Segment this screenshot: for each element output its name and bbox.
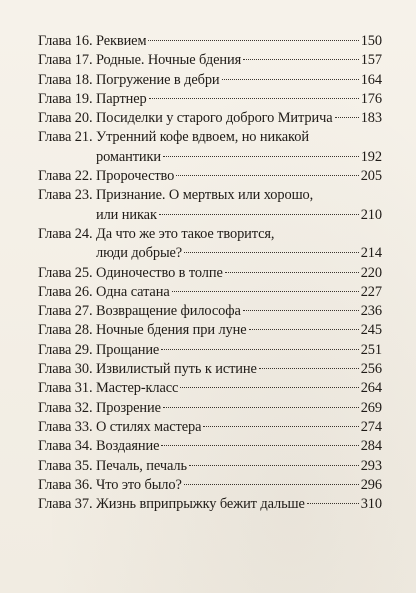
toc-entry-page: 210 xyxy=(360,206,382,223)
toc-entry-page: 183 xyxy=(360,110,382,127)
toc-entry-16 xyxy=(38,32,382,51)
toc-entry-19 xyxy=(38,90,382,109)
toc-entry-24-line1 xyxy=(38,225,382,244)
toc-entry-30 xyxy=(38,360,382,379)
toc-entry-title: Глава 19. Партнер xyxy=(38,90,147,107)
toc-entry-31 xyxy=(38,379,382,398)
toc-entry-title: Глава 29. Прощание xyxy=(38,341,160,358)
dot-leader xyxy=(172,291,359,292)
dot-leader xyxy=(176,175,358,176)
toc-entry-21-line1 xyxy=(38,128,382,147)
dot-leader xyxy=(222,79,359,80)
dot-leader xyxy=(259,368,359,369)
toc-entry-page: 236 xyxy=(360,303,382,320)
toc-entry-title: Глава 23. Признание. О мертвых или хорошо, xyxy=(38,187,314,204)
toc-entry-title: Глава 22. Пророчество xyxy=(38,168,175,185)
toc-entry-title: Глава 30. Извилистый путь к истине xyxy=(38,361,257,378)
toc-entry-page: 164 xyxy=(360,71,382,88)
toc-entry-title: Глава 21. Утренний кофе вдвоем, но никакой xyxy=(38,129,309,146)
toc-entry-page: 227 xyxy=(360,283,382,300)
toc-entry-page: 264 xyxy=(360,380,382,397)
toc-entry-page: 245 xyxy=(360,322,382,339)
toc-entry-title: Глава 36. Что это было? xyxy=(38,476,182,493)
dot-leader xyxy=(184,484,359,485)
dot-leader xyxy=(161,349,358,350)
toc-entry-page: 192 xyxy=(360,148,382,165)
toc-entry-page: 296 xyxy=(360,476,382,493)
toc-entry-18 xyxy=(38,71,382,90)
toc-entry-page: 251 xyxy=(360,341,382,358)
toc-entry-title: Глава 32. Прозрение xyxy=(38,399,161,416)
toc-entry-34 xyxy=(38,437,382,456)
toc-entry-37 xyxy=(38,495,382,514)
toc-entry-page: 176 xyxy=(360,90,382,107)
toc-entry-24-line2 xyxy=(38,244,382,263)
toc-entry-21-line2 xyxy=(38,148,382,167)
toc-entry-29 xyxy=(38,341,382,360)
toc-entry-page: 269 xyxy=(360,399,382,416)
dot-leader xyxy=(161,445,358,446)
dot-leader xyxy=(203,426,358,427)
toc-entry-page: 310 xyxy=(360,496,382,513)
toc-entry-title: Глава 34. Воздаяние xyxy=(38,438,160,455)
dot-leader xyxy=(225,272,359,273)
toc-entry-28 xyxy=(38,321,382,340)
dot-leader xyxy=(335,117,359,118)
toc-entry-title: Глава 26. Одна сатана xyxy=(38,283,170,300)
toc-entry-17 xyxy=(38,51,382,70)
dot-leader xyxy=(184,252,359,253)
toc-entry-23-line1 xyxy=(38,186,382,205)
toc-entry-title: Глава 18. Погружение в дебри xyxy=(38,71,220,88)
toc-entry-26 xyxy=(38,283,382,302)
toc-entry-title: Глава 31. Мастер-класс xyxy=(38,380,179,397)
dot-leader xyxy=(149,98,359,99)
dot-leader xyxy=(163,156,359,157)
toc-entry-35 xyxy=(38,457,382,476)
dot-leader xyxy=(180,387,358,388)
toc-entry-page: 293 xyxy=(360,457,382,474)
toc-entry-page: 214 xyxy=(360,245,382,262)
dot-leader xyxy=(243,59,359,60)
toc-entry-33 xyxy=(38,418,382,437)
dot-leader xyxy=(249,329,359,330)
toc-entry-page: 157 xyxy=(360,52,382,69)
toc-entry-22 xyxy=(38,167,382,186)
toc-entry-title: Глава 24. Да что же это такое творится, xyxy=(38,225,275,242)
toc-entry-25 xyxy=(38,264,382,283)
toc-entry-title: Глава 25. Одиночество в толпе xyxy=(38,264,223,281)
dot-leader xyxy=(189,465,359,466)
dot-leader xyxy=(163,407,359,408)
toc-entry-title-continued: или никак xyxy=(96,206,157,223)
dot-leader xyxy=(243,310,359,311)
toc-entry-title: Глава 17. Родные. Ночные бдения xyxy=(38,52,242,69)
dot-leader xyxy=(148,40,358,41)
toc-entry-title: Глава 20. Посиделки у старого доброго Митрича xyxy=(38,110,333,127)
toc-entry-title: Глава 33. О стилях мастера xyxy=(38,418,202,435)
toc-entry-title: Глава 35. Печаль, печаль xyxy=(38,457,187,474)
toc-entry-title-continued: люди добрые? xyxy=(96,245,183,262)
toc-entry-title-continued: романтики xyxy=(96,148,161,165)
toc-entry-page: 284 xyxy=(360,438,382,455)
toc-entry-32 xyxy=(38,399,382,418)
table-of-contents xyxy=(38,32,382,514)
toc-entry-title: Глава 16. Реквием xyxy=(38,33,147,49)
toc-entry-23-line2 xyxy=(38,206,382,225)
toc-entry-title: Глава 28. Ночные бдения при луне xyxy=(38,322,247,339)
toc-entry-title: Глава 37. Жизнь вприпрыжку бежит дальше xyxy=(38,496,305,513)
toc-entry-page: 150 xyxy=(360,33,382,49)
toc-entry-page: 205 xyxy=(360,168,382,185)
toc-entry-page: 256 xyxy=(360,361,382,378)
toc-entry-20 xyxy=(38,109,382,128)
toc-entry-title: Глава 27. Возвращение философа xyxy=(38,303,241,320)
toc-entry-36 xyxy=(38,476,382,495)
toc-entry-27 xyxy=(38,302,382,321)
dot-leader xyxy=(307,503,359,504)
dot-leader xyxy=(159,214,359,215)
toc-entry-page: 274 xyxy=(360,418,382,435)
toc-entry-page: 220 xyxy=(360,264,382,281)
